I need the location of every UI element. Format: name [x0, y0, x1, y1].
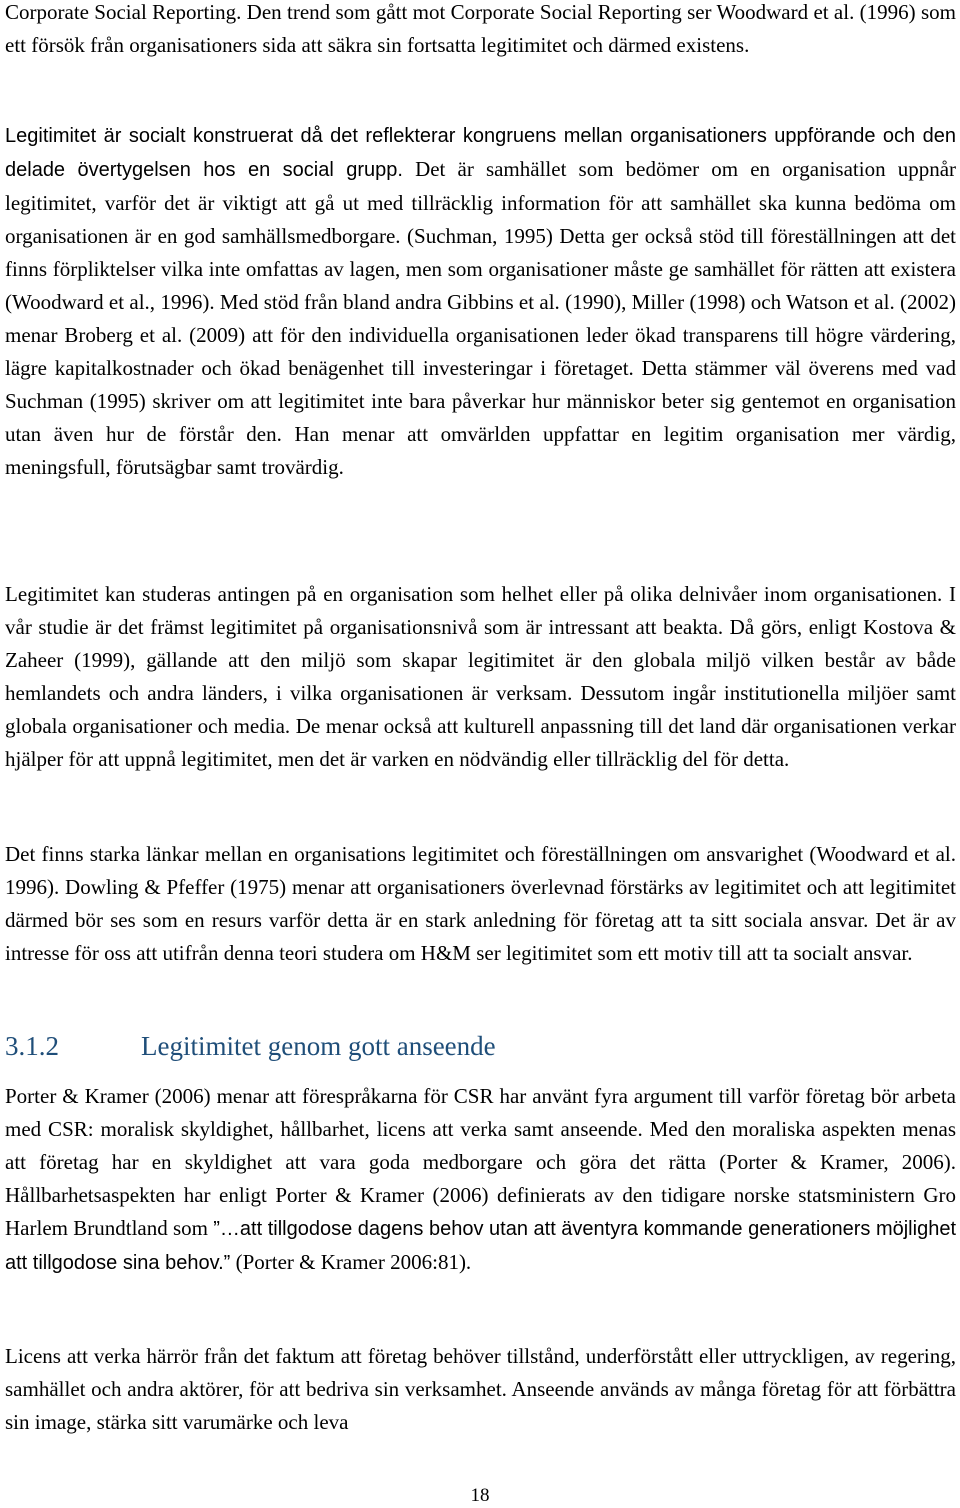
- section-number: 3.1.2: [5, 1031, 59, 1061]
- paragraph-porter-kramer-end: (Porter & Kramer 2006:81).: [230, 1250, 472, 1274]
- paragraph-porter-kramer-start: Porter & Kramer (2006) menar att förespråkarna för CSR har använt fyra argument till varför företag bör arbeta med CSR: moralisk skyldighet, hållbarhet, licens att verka samt anseende. Med den moraliska aspekten menas att företag har en skyldighet att vara goda medborgare och göra det rätta (Porter & Kramer, 2006). Hållbarhetsaspekten har enligt Porter & Kramer (2006) definierats av den tidigare norske statsministern Gro Harlem Brundtland som: [5, 1084, 956, 1240]
- section-heading: [5, 1026, 496, 1066]
- brundtland-quote: ”…att tillgodose dagens behov utan att äventyra kommande generationers möjlighet att tillgodose sina behov.”: [5, 1218, 956, 1274]
- paragraph-legitimitet-sans-sentence: Legitimitet är socialt konstruerat då det reflekterar kongruens mellan organisationers uppförande och den delade övertygelsen hos en social grupp.: [5, 125, 956, 181]
- paragraph-legitimitet-social: [5, 119, 956, 484]
- paragraph-porter-kramer: [5, 1080, 956, 1280]
- section-title: Legitimitet genom gott anseende: [141, 1031, 496, 1061]
- paragraph-legitimitet-continuation: Det är samhället som bedömer om en organisation uppnår legitimitet, varför det är viktigt att gå ut med tillräcklig information för att samhället ska kunna bedöma om organisationen är en god samhällsmedborgare. (Suchman, 1995) Detta ger också stöd till föreställningen att det finns förpliktelser vilka inte omfattas av lagen, men som organisationer måste ge samhället för rätten att existera (Woodward et al., 1996). Med stöd från bland andra Gibbins et al. (1990), Miller (1998) och Watson et al. (2002) menar Broberg et al. (2009) att för den individuella organisationen leder ökad transparens till högre värdering, lägre kapitalkostnader och ökad benägenhet till investeringar i företaget. Detta stämmer väl överens med vad Suchman (1995) skriver om att legitimitet inte bara påverkar hur människor beter sig gentemot en organisation utan även hur de förstår den. Han menar att omvärlden uppfattar en legitim organisation mer värdig, meningsfull, förutsägbar samt trovärdig.: [5, 157, 957, 479]
- page-number: 18: [470, 1485, 490, 1506]
- paragraph-legitimitet-nivaer: Legitimitet kan studeras antingen på en organisation som helhet eller på olika delnivåer inom organisationen. I vår studie är det främst legitimitet på organisationsnivå som är intressant att beakta. Då görs, enligt Kostova & Zaheer (1999), gällande att den miljö som skapar legitimitet är den globala miljö vilken består av både hemlandets och andra länders, i vilka organisationen är verksam. Dessutom ingår institutionella miljöer samt globala organisationer och media. De menar också att kulturell anpassning till det land där organisationen verkar hjälper för att uppnå legitimitet, men det är varken en nödvändig eller tillräcklig del för detta.: [5, 582, 956, 771]
- paragraph-csr-trend: Corporate Social Reporting. Den trend som gått mot Corporate Social Reporting ser Woodward et al. (1996) som ett försök från organisationers sida att säkra sin fortsatta legitimitet och därmed existens.: [5, 0, 956, 57]
- paragraph-ansvarighet: Det finns starka länkar mellan en organisations legitimitet och föreställningen om ansvarighet (Woodward et al. 1996). Dowling & Pfeffer (1975) menar att organisationers överlevnad förstärks av legitimitet och att legitimitet därmed bör ses som en resurs varför detta är en stark anledning för företag att ta sitt sociala ansvar. Det är av intresse för oss att utifrån denna teori studera om H&M ser legitimitet som ett motiv till att ta socialt ansvar.: [5, 842, 956, 965]
- paragraph-licens: Licens att verka härrör från det faktum att företag behöver tillstånd, underförstått eller uttryckligen, av regering, samhället och andra aktörer, för att bedriva sin verksamhet. Anseende används av många företag för att förbättra sin image, stärka sitt varumärke och leva: [5, 1344, 956, 1434]
